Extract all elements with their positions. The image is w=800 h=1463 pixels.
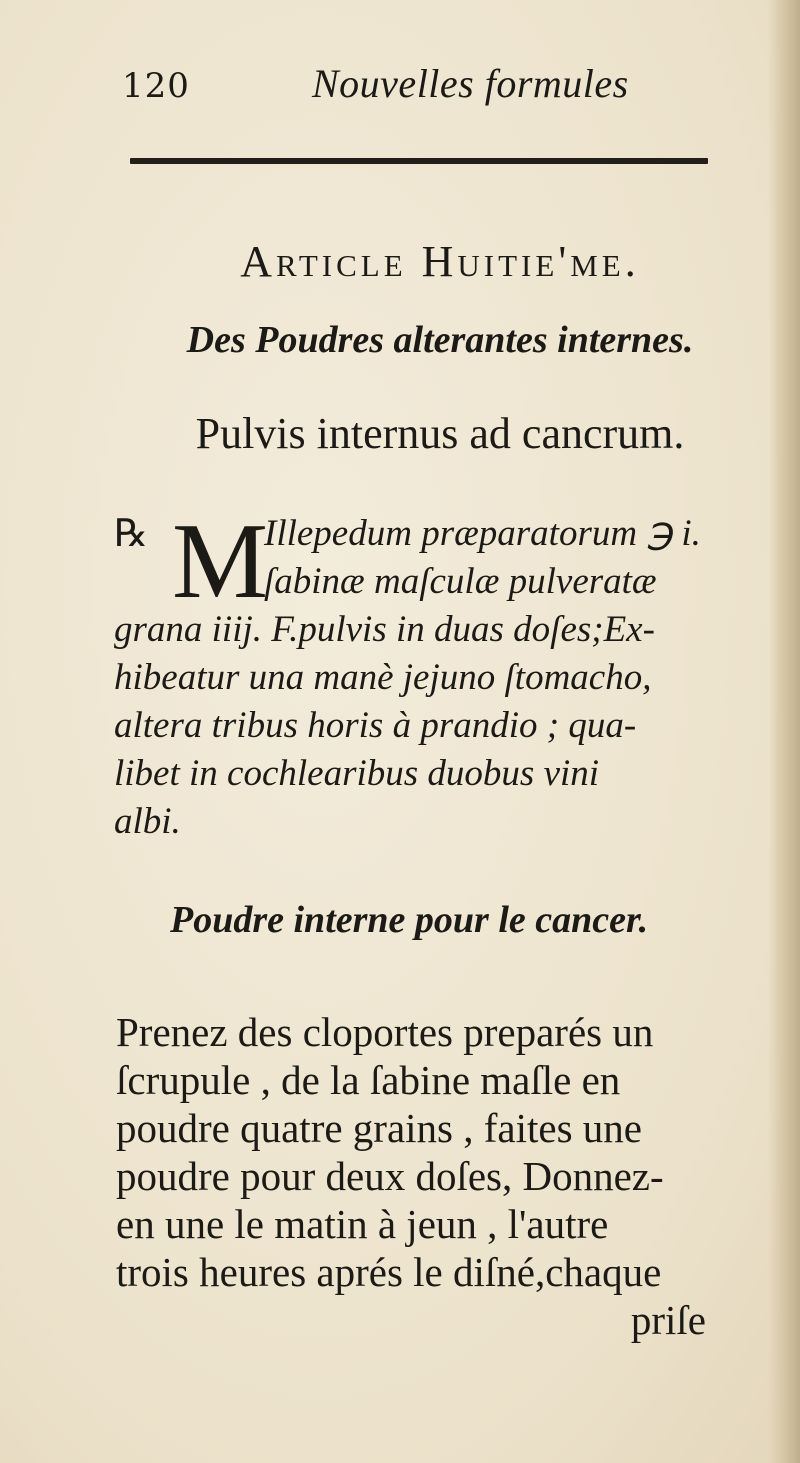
text-line: ſcrupule , de la ſabine maſle en <box>116 1057 621 1103</box>
recipe-symbol-icon: ℞ <box>114 513 149 555</box>
recipe-line: altera tribus horis à prandio ; qua- <box>114 705 637 746</box>
text-line: en une le matin à jeun , l'autre <box>116 1201 609 1247</box>
latin-recipe-title: Pulvis internus ad cancrum. <box>195 409 685 458</box>
text-line: poudre quatre grains , faites une <box>116 1105 642 1151</box>
text-line: poudre pour deux doſes, Donnez- <box>116 1153 664 1199</box>
running-head <box>122 60 722 120</box>
catchword: priſe <box>630 1297 706 1343</box>
page-edge-shadow <box>768 0 800 1463</box>
recipe-line: libet in cochlearibus duobus vini <box>114 753 600 794</box>
section-title: Des Poudres alterantes internes. <box>186 319 694 361</box>
recipe-line: Illepedum præparatorum ℈ i. <box>264 513 701 554</box>
french-recipe-title: Poudre interne pour le cancer. <box>170 899 649 941</box>
drop-cap: M <box>172 502 269 621</box>
recipe-line: grana iiij. F.pulvis in duas doſes;Ex- <box>114 609 655 650</box>
recipe-line: hibeatur una manè jejuno ſtomacho, <box>114 657 652 698</box>
article-heading: Article Huitie'me. <box>240 237 640 286</box>
header-rule <box>130 158 708 164</box>
running-title: Nouvelles formules <box>312 61 629 106</box>
text-line: trois heures aprés le diſné,chaque <box>116 1249 662 1295</box>
recipe-line: ſabinæ maſculæ pulveratæ <box>264 561 657 602</box>
page-number: 120 <box>122 66 190 106</box>
text-line: Prenez des cloportes preparés un <box>116 1009 654 1055</box>
recipe-line: albi. <box>114 801 181 842</box>
